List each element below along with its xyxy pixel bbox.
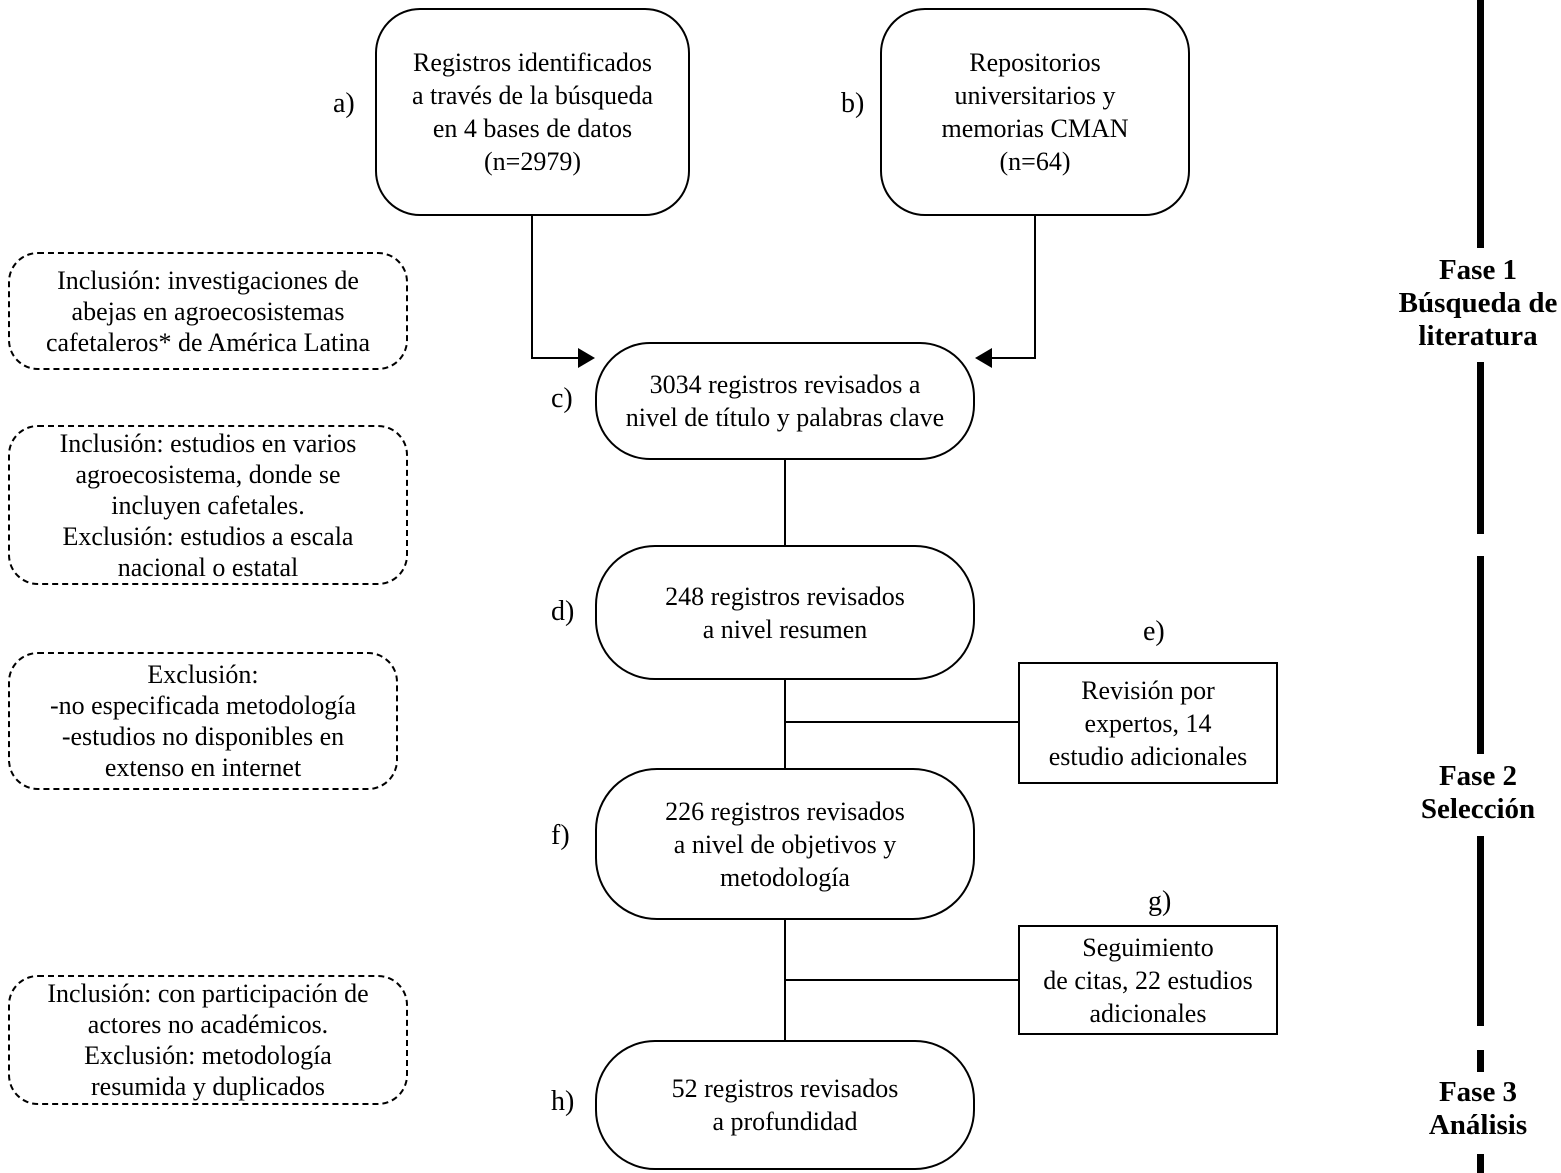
note-text: Inclusión: investigaciones de	[57, 265, 359, 295]
box-b-label: b)	[841, 88, 865, 119]
note-text: Inclusión: con participación de	[47, 979, 369, 1008]
box-a-text: a través de la búsqueda	[411, 81, 654, 110]
arrowhead-into-c-right-icon	[975, 348, 992, 368]
connector-c-d	[784, 460, 786, 545]
box-b-text: Repositorios	[969, 48, 1101, 77]
phase-bar-segment	[1477, 1154, 1484, 1173]
box-g-citation-tracking	[1018, 925, 1278, 1035]
box-c-title-keyword-screen	[595, 342, 975, 460]
connector-d-f	[784, 680, 786, 768]
note-text: -estudios no disponibles en	[61, 722, 345, 751]
box-a-text: (n=2979)	[484, 147, 581, 176]
phase-bar-segment	[1477, 0, 1484, 248]
box-a-database-records	[375, 8, 690, 216]
phase-2-label	[1395, 760, 1561, 826]
box-h-indepth-review	[595, 1040, 975, 1170]
connector-branch-g	[784, 979, 1018, 981]
box-g-text: Seguimiento	[1082, 932, 1214, 962]
connector-b-down	[1034, 216, 1036, 359]
box-d-text: a nivel resumen	[702, 614, 868, 644]
note-exclusion-criteria-3	[8, 652, 398, 790]
arrowhead-into-c-left-icon	[578, 348, 595, 368]
note-text: Inclusión: estudios en varios	[59, 428, 357, 458]
box-e-label: e)	[1143, 616, 1165, 647]
box-f-label: f)	[551, 820, 570, 851]
box-h-label: h)	[551, 1086, 575, 1117]
box-e-text: estudio adicionales	[1048, 741, 1248, 771]
phase-bar-segment	[1477, 836, 1484, 1026]
note-text: cafetaleros* de América Latina	[45, 327, 371, 357]
note-text: incluyen cafetales.	[111, 490, 305, 520]
phase-bar-segment	[1477, 1050, 1484, 1072]
box-d-text: 248 registros revisados	[665, 581, 905, 611]
phase-1-line: Fase 1	[1438, 254, 1518, 286]
box-c-text: 3034 registros revisados a	[649, 370, 921, 399]
connector-a-down	[531, 216, 533, 359]
box-e-text: expertos, 14	[1084, 708, 1212, 738]
phase-2-line: Fase 2	[1438, 760, 1518, 792]
box-b-text: memorias CMAN	[941, 114, 1129, 143]
phase-bar-segment	[1477, 362, 1484, 534]
box-c-text: nivel de título y palabras clave	[625, 403, 945, 432]
note-text: agroecosistema, donde se	[75, 459, 341, 489]
note-text: Exclusión: estudios a escala	[62, 521, 354, 551]
connector-a-right	[531, 357, 579, 359]
note-text: extenso en internet	[104, 753, 302, 782]
box-g-text: adicionales	[1089, 998, 1207, 1028]
note-inclusion-exclusion-criteria-2	[8, 425, 408, 585]
note-inclusion-exclusion-criteria-4	[8, 975, 408, 1105]
box-f-text: metodología	[720, 862, 850, 892]
note-text: nacional o estatal	[117, 552, 299, 582]
box-f-objectives-methods-screen	[595, 768, 975, 920]
box-b-text: (n=64)	[999, 147, 1071, 176]
box-h-text: a profundidad	[712, 1107, 858, 1136]
note-text: Exclusión:	[147, 660, 259, 689]
box-a-text: Registros identificados	[412, 48, 652, 77]
phase-3-line: Análisis	[1428, 1109, 1528, 1141]
box-f-text: a nivel de objetivos y	[673, 829, 897, 859]
phase-1-line: literatura	[1418, 320, 1538, 352]
box-g-label: g)	[1148, 886, 1172, 917]
note-text: actores no académicos.	[87, 1010, 329, 1039]
box-c-label: c)	[551, 383, 573, 414]
connector-branch-e	[784, 721, 1018, 723]
note-text: -no especificada metodología	[49, 691, 357, 720]
box-f-text: 226 registros revisados	[665, 796, 905, 826]
box-b-text: universitarios y	[954, 81, 1116, 110]
box-a-label: a)	[333, 88, 355, 119]
note-text: abejas en agroecosistemas	[71, 296, 345, 326]
box-e-expert-review	[1018, 662, 1278, 784]
phase-1-label	[1395, 254, 1561, 353]
box-b-repositories	[880, 8, 1190, 216]
note-inclusion-criteria-1	[8, 252, 408, 370]
box-d-label: d)	[551, 596, 575, 627]
phase-3-label	[1395, 1076, 1561, 1142]
phase-bar-segment	[1477, 556, 1484, 754]
box-d-abstract-screen	[595, 545, 975, 680]
box-a-text: en 4 bases de datos	[432, 114, 633, 143]
box-e-text: Revisión por	[1081, 675, 1215, 705]
note-text: resumida y duplicados	[91, 1072, 325, 1101]
phase-3-line: Fase 3	[1438, 1076, 1518, 1108]
note-text: Exclusión: metodología	[84, 1041, 332, 1070]
phase-1-line: Búsqueda de	[1398, 287, 1558, 319]
connector-b-left	[992, 357, 1036, 359]
box-g-text: de citas, 22 estudios	[1043, 965, 1253, 995]
phase-2-line: Selección	[1420, 793, 1536, 825]
box-h-text: 52 registros revisados	[671, 1074, 899, 1103]
